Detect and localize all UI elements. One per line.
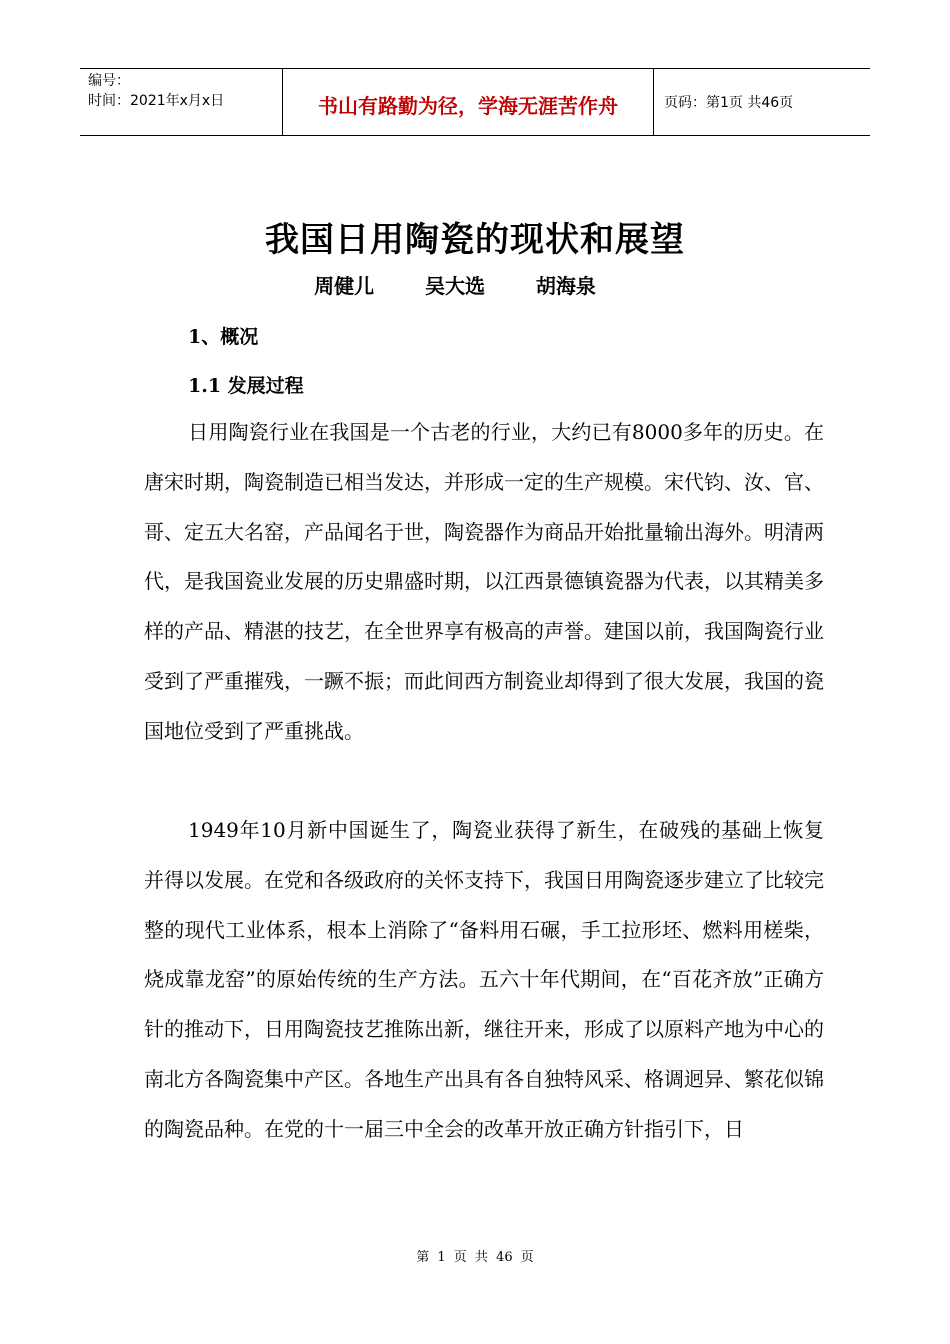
paragraph-text: 日用陶瓷行业在我国是一个古老的行业，大约已有8000多年的历史。在唐宋时期，陶瓷制造已相当发达，并形成一定的生产规模。宋代钧、汝、官、哥、定五大名窑，产品闻名于世，陶瓷器作为商品开始批量输出海外。明清两代，是我国瓷业发展的历史鼎盛时期，以江西景德镇瓷器为代表，以其精美多样的产品、精湛的技艺，在全世界享有极高的声誉。建国以前，我国陶瓷行业受到了严重摧残，一蹶不振；而此间西方制瓷业却得到了很大发展，我国的瓷国地位受到了严重挑战。 bbox=[144, 420, 824, 743]
body-paragraph bbox=[144, 408, 824, 757]
header-page-info bbox=[654, 69, 870, 135]
page-footer: 第 1 页 共 46 页 bbox=[416, 1250, 534, 1265]
paragraph-text: 1949年10月新中国诞生了，陶瓷业获得了新生，在破残的基础上恢复并得以发展。在党和各级政府的关怀支持下，我国日用陶瓷逐步建立了比较完整的现代工业体系，根本上消除了“备料用石碾，手工拉形坯、燃料用槎柴，烧成靠龙窑”的原始传统的生产方法。五六十年代期间，在“百花齐放”正确方针的推动下，日用陶瓷技艺推陈出新，继往开来，形成了以原料产地为中心的南北方各陶瓷集中产区。各地生产出具有各自独特风采、格调迥异、繁花似锦的陶瓷品种。在党的十一届三中全会的改革开放正确方针指引下，日 bbox=[144, 818, 824, 1141]
document-authors: 周健儿 吴大选 胡海泉 bbox=[314, 274, 596, 298]
date-label: 时间：2021年x月x日 bbox=[88, 93, 225, 109]
document-header bbox=[80, 68, 870, 136]
header-motto bbox=[282, 69, 654, 135]
document-title: 我国日用陶瓷的现状和展望 bbox=[265, 220, 685, 260]
body-paragraph bbox=[144, 806, 824, 1155]
page-info-text: 页码：第1页 共46页 bbox=[664, 95, 794, 111]
number-label: 编号： bbox=[88, 73, 130, 89]
section-heading-overview: 1、概况 bbox=[188, 326, 259, 348]
section-heading-development: 1.1 发展过程 bbox=[188, 375, 304, 397]
header-meta bbox=[80, 69, 282, 135]
motto-text: 书山有路勤为径，学海无涯苦作舟 bbox=[318, 93, 618, 118]
